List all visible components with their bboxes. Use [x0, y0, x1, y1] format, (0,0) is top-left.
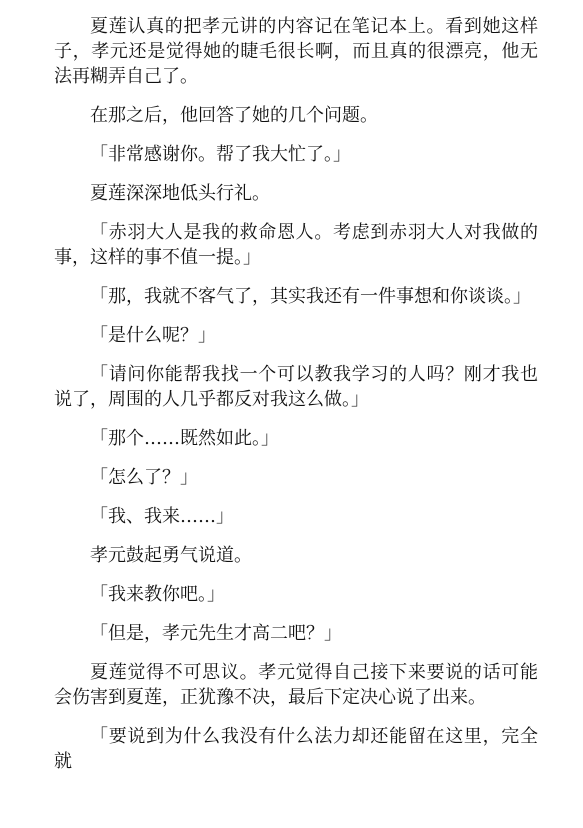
paragraph-4: 夏莲深深地低头行礼。 — [90, 183, 270, 204]
paragraph-7: 「是什么呢？」 — [90, 325, 216, 346]
document-page — [54, 14, 538, 774]
paragraph-6: 「那，我就不客气了，其实我还有一件事想和你谈谈。」 — [90, 286, 531, 307]
paragraph-5: 「赤羽大人是我的救命恩人。考虑到赤羽大人对我做的事，这样的事不值一提。」 — [54, 222, 538, 268]
paragraph-3: 「非常感谢你。帮了我大忙了。」 — [90, 144, 351, 165]
paragraph-14: 「但是，孝元先生才高二吧？」 — [90, 623, 342, 644]
paragraph-1: 夏莲认真的把孝元讲的内容记在笔记本上。看到她这样子，孝元还是觉得她的睫毛很长啊，而且真的很漂亮，他无法再糊弄自己了。 — [54, 16, 538, 87]
paragraph-16: 「要说到为什么我没有什么法力却还能留在这里，完全就 — [54, 726, 538, 772]
paragraph-12: 孝元鼓起勇气说道。 — [90, 545, 252, 566]
paragraph-8: 「请问你能帮我找一个可以教我学习的人吗？刚才我也说了，周围的人几乎都反对我这么做。」 — [54, 364, 538, 410]
paragraph-11: 「我、我来……」 — [90, 506, 234, 527]
paragraph-15: 夏莲觉得不可思议。孝元觉得自己接下来要说的话可能会伤害到夏莲，正犹豫不决，最后下定决心说了出来。 — [54, 662, 538, 708]
paragraph-2: 在那之后，他回答了她的几个问题。 — [90, 105, 378, 126]
paragraph-9: 「那个……既然如此。」 — [90, 428, 279, 449]
paragraph-10: 「怎么了？」 — [90, 467, 198, 488]
paragraph-13: 「我来教你吧。」 — [90, 584, 225, 605]
